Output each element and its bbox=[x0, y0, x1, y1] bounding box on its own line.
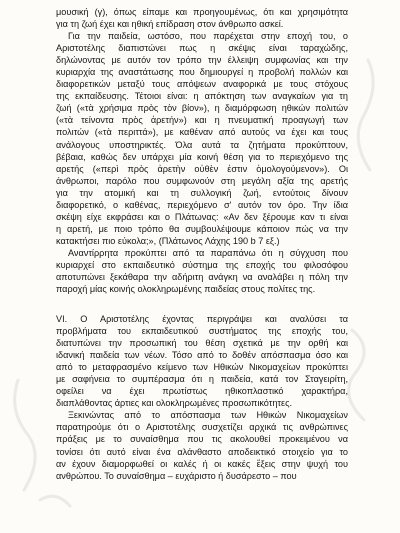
text-line: κατακτήσει πιο εύκολα;», (Πλάτωνος Λάχης 190 b 7 εξ.) bbox=[56, 235, 280, 246]
text-line: παροχή μίας κοινής ολοκληρωμένης παιδείας στους πολίτες της. bbox=[56, 284, 316, 295]
text-line: διαφορετικών μεταξύ τους απόψεων αναφορικά με τους στόχους bbox=[56, 79, 348, 90]
text-line: δηλώνοντας με αυτόν τον τρόπο την έλλειψη συμφωνίας και την bbox=[56, 55, 348, 66]
text-line: διαπλάθοντας άρτιες και ολοκληρωμένες προσωπικότητες. bbox=[56, 398, 293, 409]
text-line: πράξεις με το συναίσθημα που τις ακολουθεί προκειμένου να bbox=[56, 434, 348, 445]
text-line: Αριστοτέλης διαπιστώνει πως η σκέψις είναι ταραχώδης, bbox=[56, 43, 348, 54]
text-line: από το μεταφρασμένο κείμενο των Ηθικών Νικομαχείων προκύπτει bbox=[56, 362, 348, 373]
text-line: με σαφήνεια το συμπέρασμα ότι η παιδεία, κατά τον Σταγειρίτη, bbox=[56, 374, 348, 385]
text-line: τονίσει ότι αυτό είναι ένα αλάνθαστο αποδεικτικό στοιχείο για το bbox=[56, 446, 348, 457]
text-line: μουσική (γ), όπως είπαμε και προηγουμένως, ότι και χρησιμότητα bbox=[56, 7, 348, 17]
text-line: κυριαρχεί στο εκπαιδευτικό σύστημα της εποχής του φιλοσόφου bbox=[56, 259, 348, 270]
section-1-text bbox=[56, 6, 348, 295]
text-line: VI. Ο Αριστοτέλης έχοντας περιγράψει και αναλύσει τα bbox=[56, 314, 348, 324]
text-line: η αρετή, με ποιο τρόπο θα συμβουλέψουμε κάποιον πώς να την bbox=[56, 223, 348, 234]
text-line: παρατηρούμε ότι ο Αριστοτέλης συσχετίζει αρχικά τις ανθρώπινες bbox=[56, 422, 348, 433]
text-line: για την ατομική και τη συλλογική ζωή, εντούτοις δίνουν bbox=[56, 187, 348, 198]
text-line: αν έχουν διαμορφωθεί οι καλές ή οι κακές ἕξεις στην ψυχή του bbox=[56, 458, 348, 469]
text-line: Αναντίρρητα προκύπτει από τα παραπάνω ότι η σύγχυση που bbox=[68, 247, 348, 258]
text-line: αρετής («περὶ πρὸς ἀρετὴν οὐθὲν ἐστιν ὁμολογούμενον»). Οι bbox=[56, 163, 348, 174]
text-line: ανάλογους υποστηρικτές. Όλα αυτά τα ζητήματα προκύπτουν, bbox=[56, 139, 348, 150]
text-line: προβλήματα του εκπαιδευτικού συστήματος της εποχής του, bbox=[56, 326, 348, 337]
text-line: κυριαρχία της αναστάτωσης που δημιουργεί η προβολή πολλών και bbox=[56, 67, 348, 78]
text-line: ανθρώπου. Το συναίσθημα – ευχάριστο ή δυσάρεστο – που bbox=[56, 470, 297, 481]
text-line: διατυπώνει την προσωπική του θέση σχετικά με την ορθή και bbox=[56, 338, 348, 349]
text-line: ζωή («τὰ χρήσιμα πρὸς τὸν βίον»), η διαμόρφωση ηθικών πολιτών bbox=[56, 103, 348, 114]
text-line: σκέψη είχε εκφράσει και ο Πλάτωνας: «Αν δεν ξέρουμε καν τι είναι bbox=[56, 211, 348, 222]
text-line: βέβαια, καθώς δεν υπάρχει μία κοινή θέση για το περιεχόμενο της bbox=[56, 151, 348, 162]
text-line: διαφορετικό, ο καθένας, περιεχόμενο σ' αυτόν τον όρο. Την ίδια bbox=[56, 199, 348, 210]
text-line: ιδανική παιδεία των νέων. Τόσο από το δοθέν απόσπασμα όσο και bbox=[56, 350, 348, 361]
text-line: πολιτών («τὰ περιττά»), με καθέναν από αυτούς να έχει και τους bbox=[56, 127, 348, 138]
text-line: της εκπαίδευσης. Τέτοιοι είναι: η απόκτηση των αναγκαίων για τη bbox=[56, 91, 348, 102]
section-2-text bbox=[56, 313, 348, 482]
text-line: Για την παιδεία, ωστόσο, που παρέχεται στην εποχή του, ο bbox=[68, 31, 348, 42]
text-line: Ξεκινώντας από το απόσπασμα των Ηθικών Νικομαχείων bbox=[68, 410, 348, 421]
text-line: για τη ζωή έχει και ηθική επίδραση στον άνθρωπο ασκεί. bbox=[56, 19, 284, 30]
text-line: άνθρωποι, παρόλο που συμφωνούν στη μεγάλη αξία της αρετής bbox=[56, 175, 348, 186]
text-line: («τὰ τείνοντα πρὸς ἀρετήν») και η πνευματική προαγωγή των bbox=[56, 115, 348, 126]
text-line: αποτυπώνει ξεκάθαρα την αδήριτη ανάγκη να αναλάβει η πόλη την bbox=[56, 272, 348, 283]
text-line: οφείλει να έχει πρωτίστως ηθικοπλαστικό χαρακτήρα, bbox=[56, 386, 348, 397]
